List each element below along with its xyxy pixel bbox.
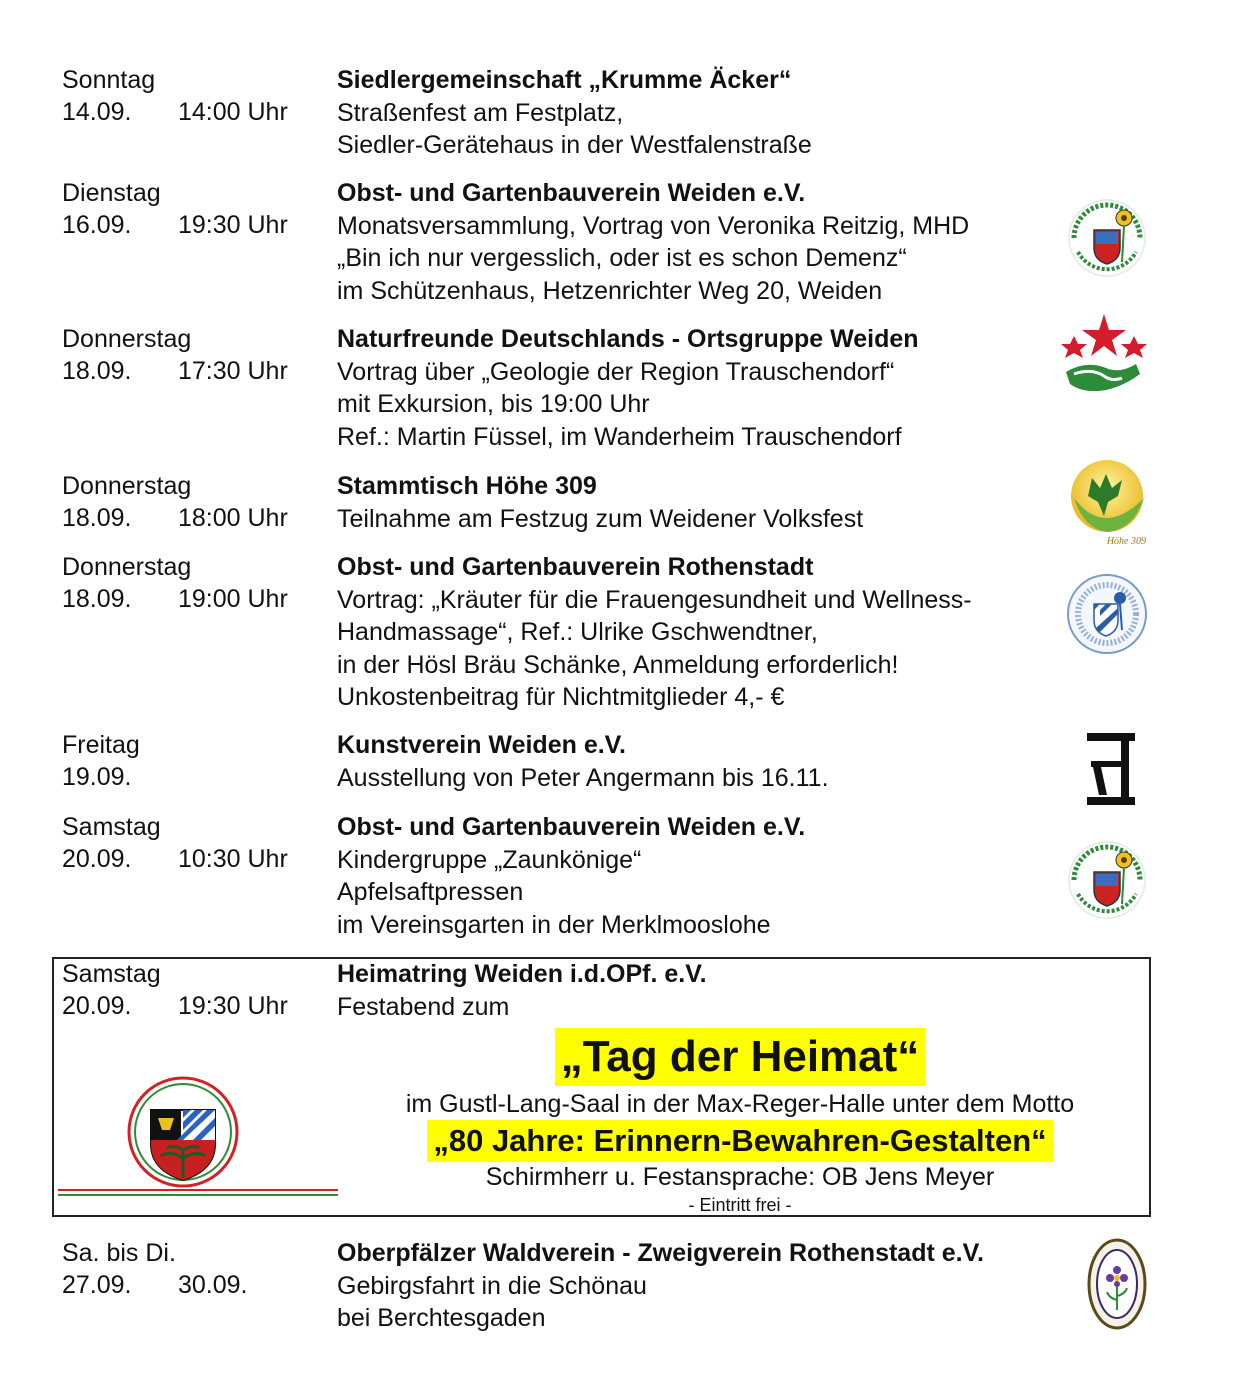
- event-description: [337, 729, 1057, 794]
- event-title: Naturfreunde Deutschlands - Ortsgruppe Weiden: [337, 325, 919, 353]
- event-time: 19:00 Uhr: [178, 585, 288, 613]
- event-date: 20.09.: [62, 845, 132, 873]
- heimat-motto-row: [360, 1120, 1120, 1162]
- event-title: Obst- und Gartenbauverein Rothenstadt: [337, 553, 814, 581]
- event-date: 18.09.: [62, 504, 132, 532]
- event-date: 27.09.: [62, 1271, 132, 1299]
- event-line: „Bin ich nur vergesslich, oder ist es schon Demenz“: [337, 244, 907, 272]
- event-day: Sa. bis Di.: [62, 1239, 176, 1267]
- event-line: bei Berchtesgaden: [337, 1304, 546, 1332]
- event-date: 14.09.: [62, 98, 132, 126]
- event-description: [337, 323, 1057, 453]
- heimat-entry-note: - Eintritt frei -: [688, 1195, 792, 1215]
- event-line: Apfelsaftpressen: [337, 878, 524, 906]
- event-line: Unkostenbeitrag für Nichtmitglieder 4,- €: [337, 683, 785, 711]
- hoehe309-caption: Höhe 309: [1106, 536, 1146, 547]
- event-description: [337, 958, 1057, 1023]
- heimat-headline-row: [360, 1028, 1120, 1086]
- event-line: Straßenfest am Festplatz,: [337, 98, 624, 127]
- event-time: 17:30 Uhr: [178, 357, 288, 385]
- event-description: [337, 64, 1057, 162]
- event-title: Oberpfälzer Waldverein - Zweigverein Rothenstadt e.V.: [337, 1239, 984, 1267]
- ogv-weiden-logo-icon: [1064, 192, 1150, 284]
- ogv-rothenstadt-logo-icon: [1064, 568, 1150, 660]
- event-line: Vortrag: „Kräuter für die Frauengesundheit und Wellness-: [337, 585, 972, 614]
- event-date: 16.09.: [62, 211, 132, 239]
- event-day: Dienstag: [62, 179, 161, 207]
- event-time: 14:00 Uhr: [178, 98, 288, 126]
- event-description: [337, 470, 1057, 535]
- event-description: [337, 811, 1057, 941]
- event-line: Teilnahme am Festzug zum Weidener Volksfest: [337, 504, 864, 533]
- event-title: Kunstverein Weiden e.V.: [337, 731, 626, 759]
- event-line: im Vereinsgarten in der Merklmooslohe: [337, 910, 771, 939]
- event-date: 18.09.: [62, 357, 132, 385]
- event-day: Samstag: [62, 960, 161, 988]
- event-line: Ausstellung von Peter Angermann bis 16.11.: [337, 763, 829, 792]
- event-description: [337, 177, 1057, 307]
- event-time: 19:30 Uhr: [178, 211, 288, 239]
- event-time: 18:00 Uhr: [178, 504, 288, 532]
- event-description: [337, 551, 1057, 714]
- hoehe309-leaf-icon: [1066, 458, 1148, 538]
- event-line: Ref.: Martin Füssel, im Wanderheim Trauschendorf: [337, 422, 902, 451]
- event-line: in der Hösl Bräu Schänke, Anmeldung erforderlich!: [337, 650, 899, 679]
- event-day: Donnerstag: [62, 325, 192, 353]
- waldverein-logo-icon: [1086, 1236, 1148, 1332]
- heimat-headline: „Tag der Heimat“: [555, 1028, 926, 1086]
- event-title: Obst- und Gartenbauverein Weiden e.V.: [337, 813, 806, 841]
- event-time: 19:30 Uhr: [178, 992, 288, 1020]
- naturfreunde-logo-icon: [1060, 310, 1148, 402]
- event-line: Festabend zum: [337, 992, 510, 1021]
- event-day: Freitag: [62, 731, 140, 759]
- hoehe309-logo: [1066, 458, 1148, 550]
- event-line: im Schützenhaus, Hetzenrichter Weg 20, Weiden: [337, 276, 883, 305]
- heimat-venue: im Gustl-Lang-Saal in der Max-Reger-Halle unter dem Motto: [405, 1090, 1075, 1118]
- event-day: Donnerstag: [62, 472, 192, 500]
- event-line: Kindergruppe „Zaunkönige“: [337, 845, 642, 874]
- kunstverein-logo-icon: [1085, 731, 1137, 807]
- event-day: Samstag: [62, 813, 161, 841]
- heimatring-logo-icon: [56, 1070, 340, 1200]
- heimat-patron: Schirmherr u. Festansprache: OB Jens Meyer: [485, 1163, 995, 1191]
- event-day: Donnerstag: [62, 553, 192, 581]
- event-day: Sonntag: [62, 66, 156, 94]
- event-end-date: 30.09.: [178, 1271, 248, 1299]
- event-date: 19.09.: [62, 763, 132, 791]
- event-line: Vortrag über „Geologie der Region Trauschendorf“: [337, 357, 895, 386]
- event-line: Monatsversammlung, Vortrag von Veronika Reitzig, MHD: [337, 211, 970, 240]
- event-title: Siedlergemeinschaft „Krumme Äcker“: [337, 66, 792, 94]
- event-line: mit Exkursion, bis 19:00 Uhr: [337, 390, 650, 418]
- event-date: 20.09.: [62, 992, 132, 1020]
- event-date: 18.09.: [62, 585, 132, 613]
- event-time: 10:30 Uhr: [178, 845, 288, 873]
- event-title: Obst- und Gartenbauverein Weiden e.V.: [337, 179, 806, 207]
- event-line: Siedler-Gerätehaus in der Westfalenstraße: [337, 131, 812, 159]
- event-title: Heimatring Weiden i.d.OPf. e.V.: [337, 960, 707, 988]
- event-title: Stammtisch Höhe 309: [337, 472, 597, 500]
- event-line: Gebirgsfahrt in die Schönau: [337, 1271, 647, 1300]
- heimat-motto: „80 Jahre: Erinnern-Bewahren-Gestalten“: [427, 1120, 1052, 1162]
- ogv-weiden-logo-icon: [1064, 834, 1150, 926]
- event-description: [337, 1237, 1057, 1335]
- event-line: Handmassage“, Ref.: Ulrike Gschwendtner,: [337, 618, 818, 646]
